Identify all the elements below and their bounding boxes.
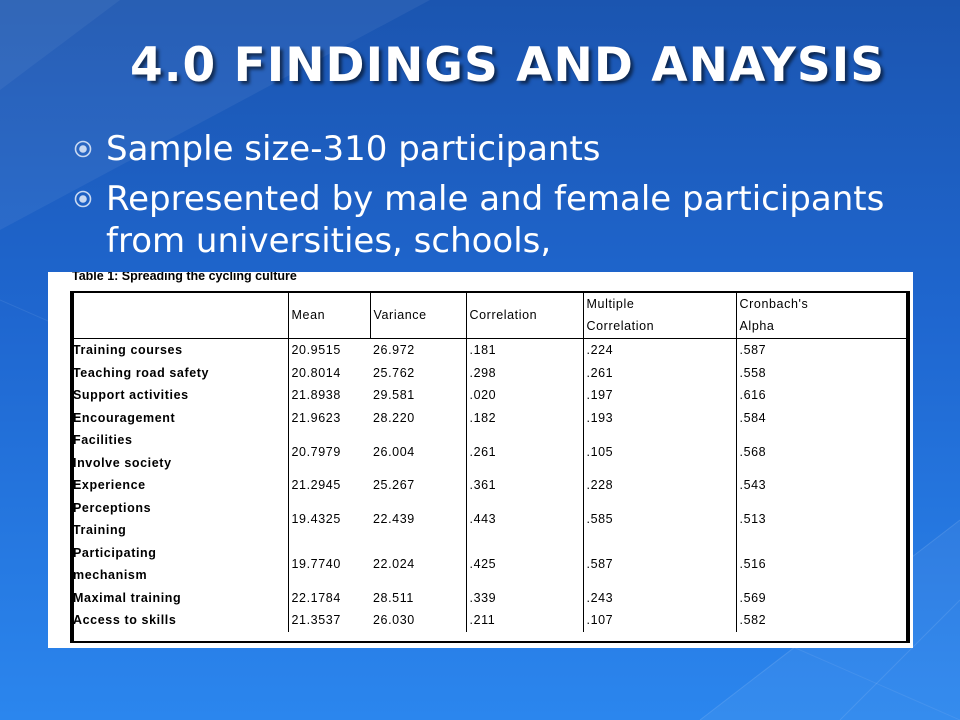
- row-label: [70, 497, 288, 542]
- table-row: [70, 609, 910, 632]
- cell-correlation: .261: [466, 429, 583, 474]
- cell-mean: 20.8014: [288, 362, 370, 385]
- cell-mean: 19.4325: [288, 497, 370, 542]
- row-label-line2: Training: [73, 523, 127, 537]
- cell-variance: 26.004: [373, 444, 415, 459]
- cell-alpha: .616: [736, 384, 910, 407]
- cell-correlation: .020: [466, 384, 583, 407]
- header-multiple-line2: Correlation: [586, 319, 655, 333]
- row-label-line2: mechanism: [73, 568, 148, 582]
- cell-mean: 21.2945: [288, 474, 370, 497]
- table-row: [70, 362, 910, 385]
- data-table: [70, 292, 910, 632]
- cell-mean: 19.7740: [288, 542, 370, 587]
- table-row: [70, 339, 910, 362]
- row-label: Maximal training: [73, 590, 182, 605]
- row-label-line1: Participating: [73, 545, 157, 560]
- cell-multiple: .261: [583, 362, 736, 385]
- cell-multiple: .105: [583, 429, 736, 474]
- cell-variance: 22.439: [373, 512, 415, 526]
- cell-mean: 22.1784: [288, 587, 370, 610]
- row-label: Teaching road safety: [73, 365, 210, 380]
- cell-correlation: .298: [466, 362, 583, 385]
- cell-variance: 26.030: [373, 613, 415, 628]
- cell-alpha: .569: [736, 587, 910, 610]
- cell-correlation: .361: [466, 474, 583, 497]
- cell-mean: 21.3537: [288, 609, 370, 632]
- table-row: [70, 429, 910, 474]
- table-caption: Table 1: Spreading the cycling culture: [72, 272, 297, 283]
- cell-multiple: .197: [583, 384, 736, 407]
- cell-mean: 21.8938: [288, 384, 370, 407]
- circled-dot-bullet-icon: [74, 140, 92, 158]
- table-header-row: [70, 292, 910, 339]
- table-row: [70, 542, 910, 587]
- bullet-text: Represented by male and female participants from universities, schools,: [106, 179, 885, 261]
- cell-alpha: .582: [736, 609, 910, 632]
- cell-alpha: .587: [736, 339, 910, 362]
- cell-mean: 20.9515: [288, 339, 370, 362]
- header-empty: [70, 292, 288, 339]
- table-image: [48, 272, 913, 648]
- cell-correlation: .182: [466, 407, 583, 430]
- header-multiple-correlation: [583, 292, 736, 339]
- cell-correlation: .443: [466, 497, 583, 542]
- cell-correlation: .211: [466, 609, 583, 632]
- row-label: [70, 542, 288, 587]
- header-cronbach-alpha: [736, 292, 910, 339]
- cell-multiple: .587: [583, 542, 736, 587]
- header-variance: Variance: [370, 292, 466, 339]
- table-row: [70, 474, 910, 497]
- slide-title: 4.0 FINDINGS AND ANAYSIS: [130, 38, 886, 93]
- table-row: [70, 384, 910, 407]
- cell-multiple: .243: [583, 587, 736, 610]
- row-label: Encouragement: [73, 410, 176, 425]
- cell-multiple: .107: [583, 609, 736, 632]
- cell-variance: 22.024: [373, 557, 415, 571]
- cell-variance: 26.972: [373, 343, 415, 358]
- row-label-line1: Perceptions: [73, 500, 152, 515]
- row-label-line2: Involve society: [73, 455, 172, 470]
- cell-alpha: .516: [736, 542, 910, 587]
- cell-variance: 25.267: [373, 478, 415, 493]
- header-mean: Mean: [288, 292, 370, 339]
- cell-variance: 25.762: [373, 365, 415, 380]
- header-multiple-line1: Multiple: [586, 296, 635, 311]
- cell-alpha: .513: [736, 497, 910, 542]
- table-row: [70, 497, 910, 542]
- row-label: Access to skills: [73, 613, 177, 628]
- cell-multiple: .193: [583, 407, 736, 430]
- table-row: [70, 407, 910, 430]
- cell-variance: 29.581: [373, 388, 415, 403]
- table-border-bottom: [70, 641, 910, 643]
- header-alpha-line2: Alpha: [739, 319, 775, 333]
- row-label: Experience: [73, 478, 146, 493]
- cell-variance: 28.220: [373, 410, 415, 425]
- cell-multiple: .228: [583, 474, 736, 497]
- row-label: [70, 429, 288, 474]
- cell-alpha: .543: [736, 474, 910, 497]
- cell-correlation: .339: [466, 587, 583, 610]
- cell-variance: 28.511: [373, 590, 414, 605]
- header-correlation: Correlation: [466, 292, 583, 339]
- cell-correlation: .425: [466, 542, 583, 587]
- cell-mean: 21.9623: [288, 407, 370, 430]
- cell-correlation: .181: [466, 339, 583, 362]
- bullet-item: [72, 128, 932, 170]
- cell-multiple: .585: [583, 497, 736, 542]
- cell-alpha: .558: [736, 362, 910, 385]
- header-alpha-line1: Cronbach's: [739, 296, 809, 311]
- table-row: [70, 587, 910, 610]
- row-label: Training courses: [73, 343, 183, 358]
- cell-alpha: .568: [736, 429, 910, 474]
- row-label-line1: Facilities: [73, 433, 133, 447]
- cell-multiple: .224: [583, 339, 736, 362]
- cell-alpha: .584: [736, 407, 910, 430]
- bullet-list: [72, 128, 932, 272]
- cell-mean: 20.7979: [288, 429, 370, 474]
- row-label: Support activities: [73, 388, 189, 403]
- circled-dot-bullet-icon: [74, 190, 92, 208]
- bullet-item: [72, 178, 932, 262]
- bullet-text: Sample size-310 participants: [106, 129, 601, 169]
